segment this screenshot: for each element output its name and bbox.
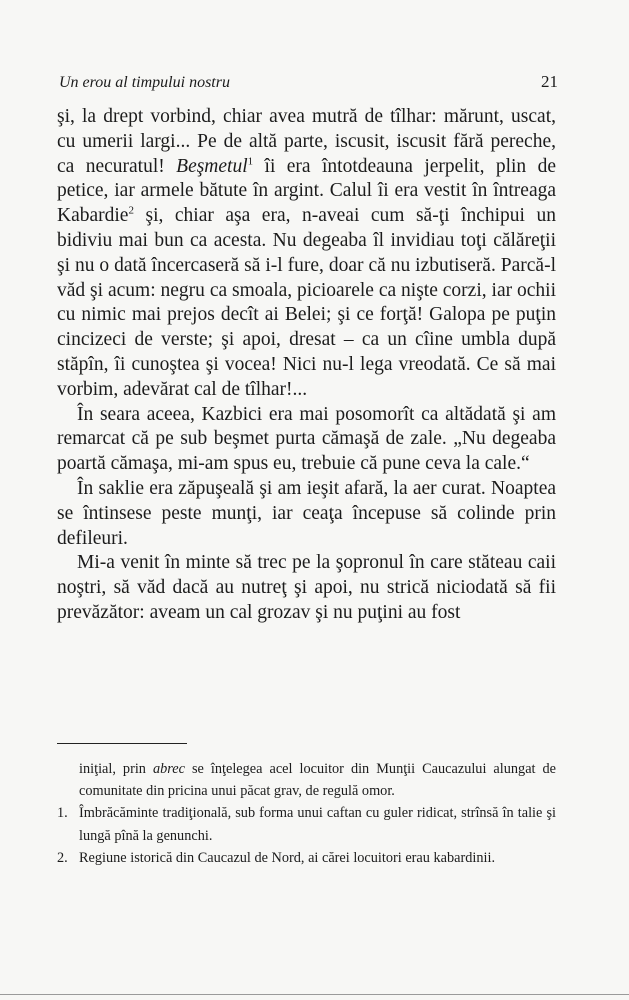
footnotes xyxy=(57,758,556,869)
running-title: Un erou al timpului nostru xyxy=(59,74,230,91)
paragraph-1-part-c: şi, chiar aşa era, n-aveai cum să-ţi închipui un bidiviu mai bun ca acesta. Nu degeaba îl invidiau toţi călăreţii şi nu o dată încercaseră să i-l fure, doar că nu izbutiseră. Parcă-l văd şi acum: negru ca smoala, picioarele ca nişte corzi, iar ochii cu nimic mai prejos decît ai Belei; şi ce forţă! Galopa pe puţin cincizeci de verste; şi apoi, dresat – ca un cîine umbla după stăpîn, îi cunoştea şi vocea! Nici nu-l lega vreodată. Ce să mai vorbim, adevărat cal de tîlhar!... xyxy=(57,205,556,400)
paragraph-4: Mi-a venit în minte să trec pe la şopronul în care stăteau caii noştri, să văd dacă au nutreţ şi apoi, nu strică niciodată să fii prevăzător: aveam un cal grozav şi nu puţini au fost xyxy=(57,552,556,623)
paragraph-3: În saklie era zăpuşeală şi am ieşit afară, la aer curat. Noaptea se întinsese peste munţi, iar ceaţa începuse să colinde prin defileuri. xyxy=(57,477,556,549)
beshmet-term: Beşmetul xyxy=(176,155,248,177)
footnote-2-text: Regiune istorică din Caucazul de Nord, ai cărei locuitori erau kabardinii. xyxy=(79,849,496,866)
paragraph-1-part-a: şi, la drept vorbind, chiar avea mutră de tîlhar: mărunt, uscat, cu umerii largi... Pe de altă parte, iscusit, iscusit fără pereche, ca necuratul! xyxy=(57,106,556,177)
footnote-continuation-a: iniţial, prin xyxy=(79,761,153,777)
footnote-1-text: Îmbrăcăminte tradiţională, sub forma unui caftan cu guler ridicat, strînsă în talie şi lungă pînă la genunchi. xyxy=(79,805,556,844)
abrec-term: abrec xyxy=(152,761,185,777)
paragraph-1-part-b: îi era întotdeauna jerpelit, plin de petice, iar armele bătute în argint. Calul îi era vestit în întreaga Kabardie xyxy=(57,155,556,227)
page-bottom-edge xyxy=(0,994,629,995)
paragraph-2: În seara aceea, Kazbici era mai posomorît ca altădată şi am remarcat că pe sub beşmet purta cămaşă de zale. „Nu degeaba poartă cămaşa, mi-am spus eu, trebuie că pune ceva la cale.“ xyxy=(57,403,556,475)
body-text xyxy=(57,105,556,626)
paragraph-1 xyxy=(57,105,556,403)
footnote-continuation xyxy=(57,758,556,802)
footnote-2 xyxy=(57,847,556,869)
footnote-separator xyxy=(57,743,187,744)
footnote-1 xyxy=(57,802,556,846)
running-header xyxy=(59,72,558,92)
footnote-ref-1: 1 xyxy=(247,155,254,168)
footnote-1-number: 1. xyxy=(57,805,68,822)
page-number: 21 xyxy=(541,72,558,91)
footnote-continuation-b: se înţelegea acel locuitor din Munţii Caucazului alungat de comunitate din pricina unui păcat grav, de regulă omor. xyxy=(79,761,556,800)
footnote-2-number: 2. xyxy=(57,849,68,866)
footnote-ref-2: 2 xyxy=(128,204,134,217)
